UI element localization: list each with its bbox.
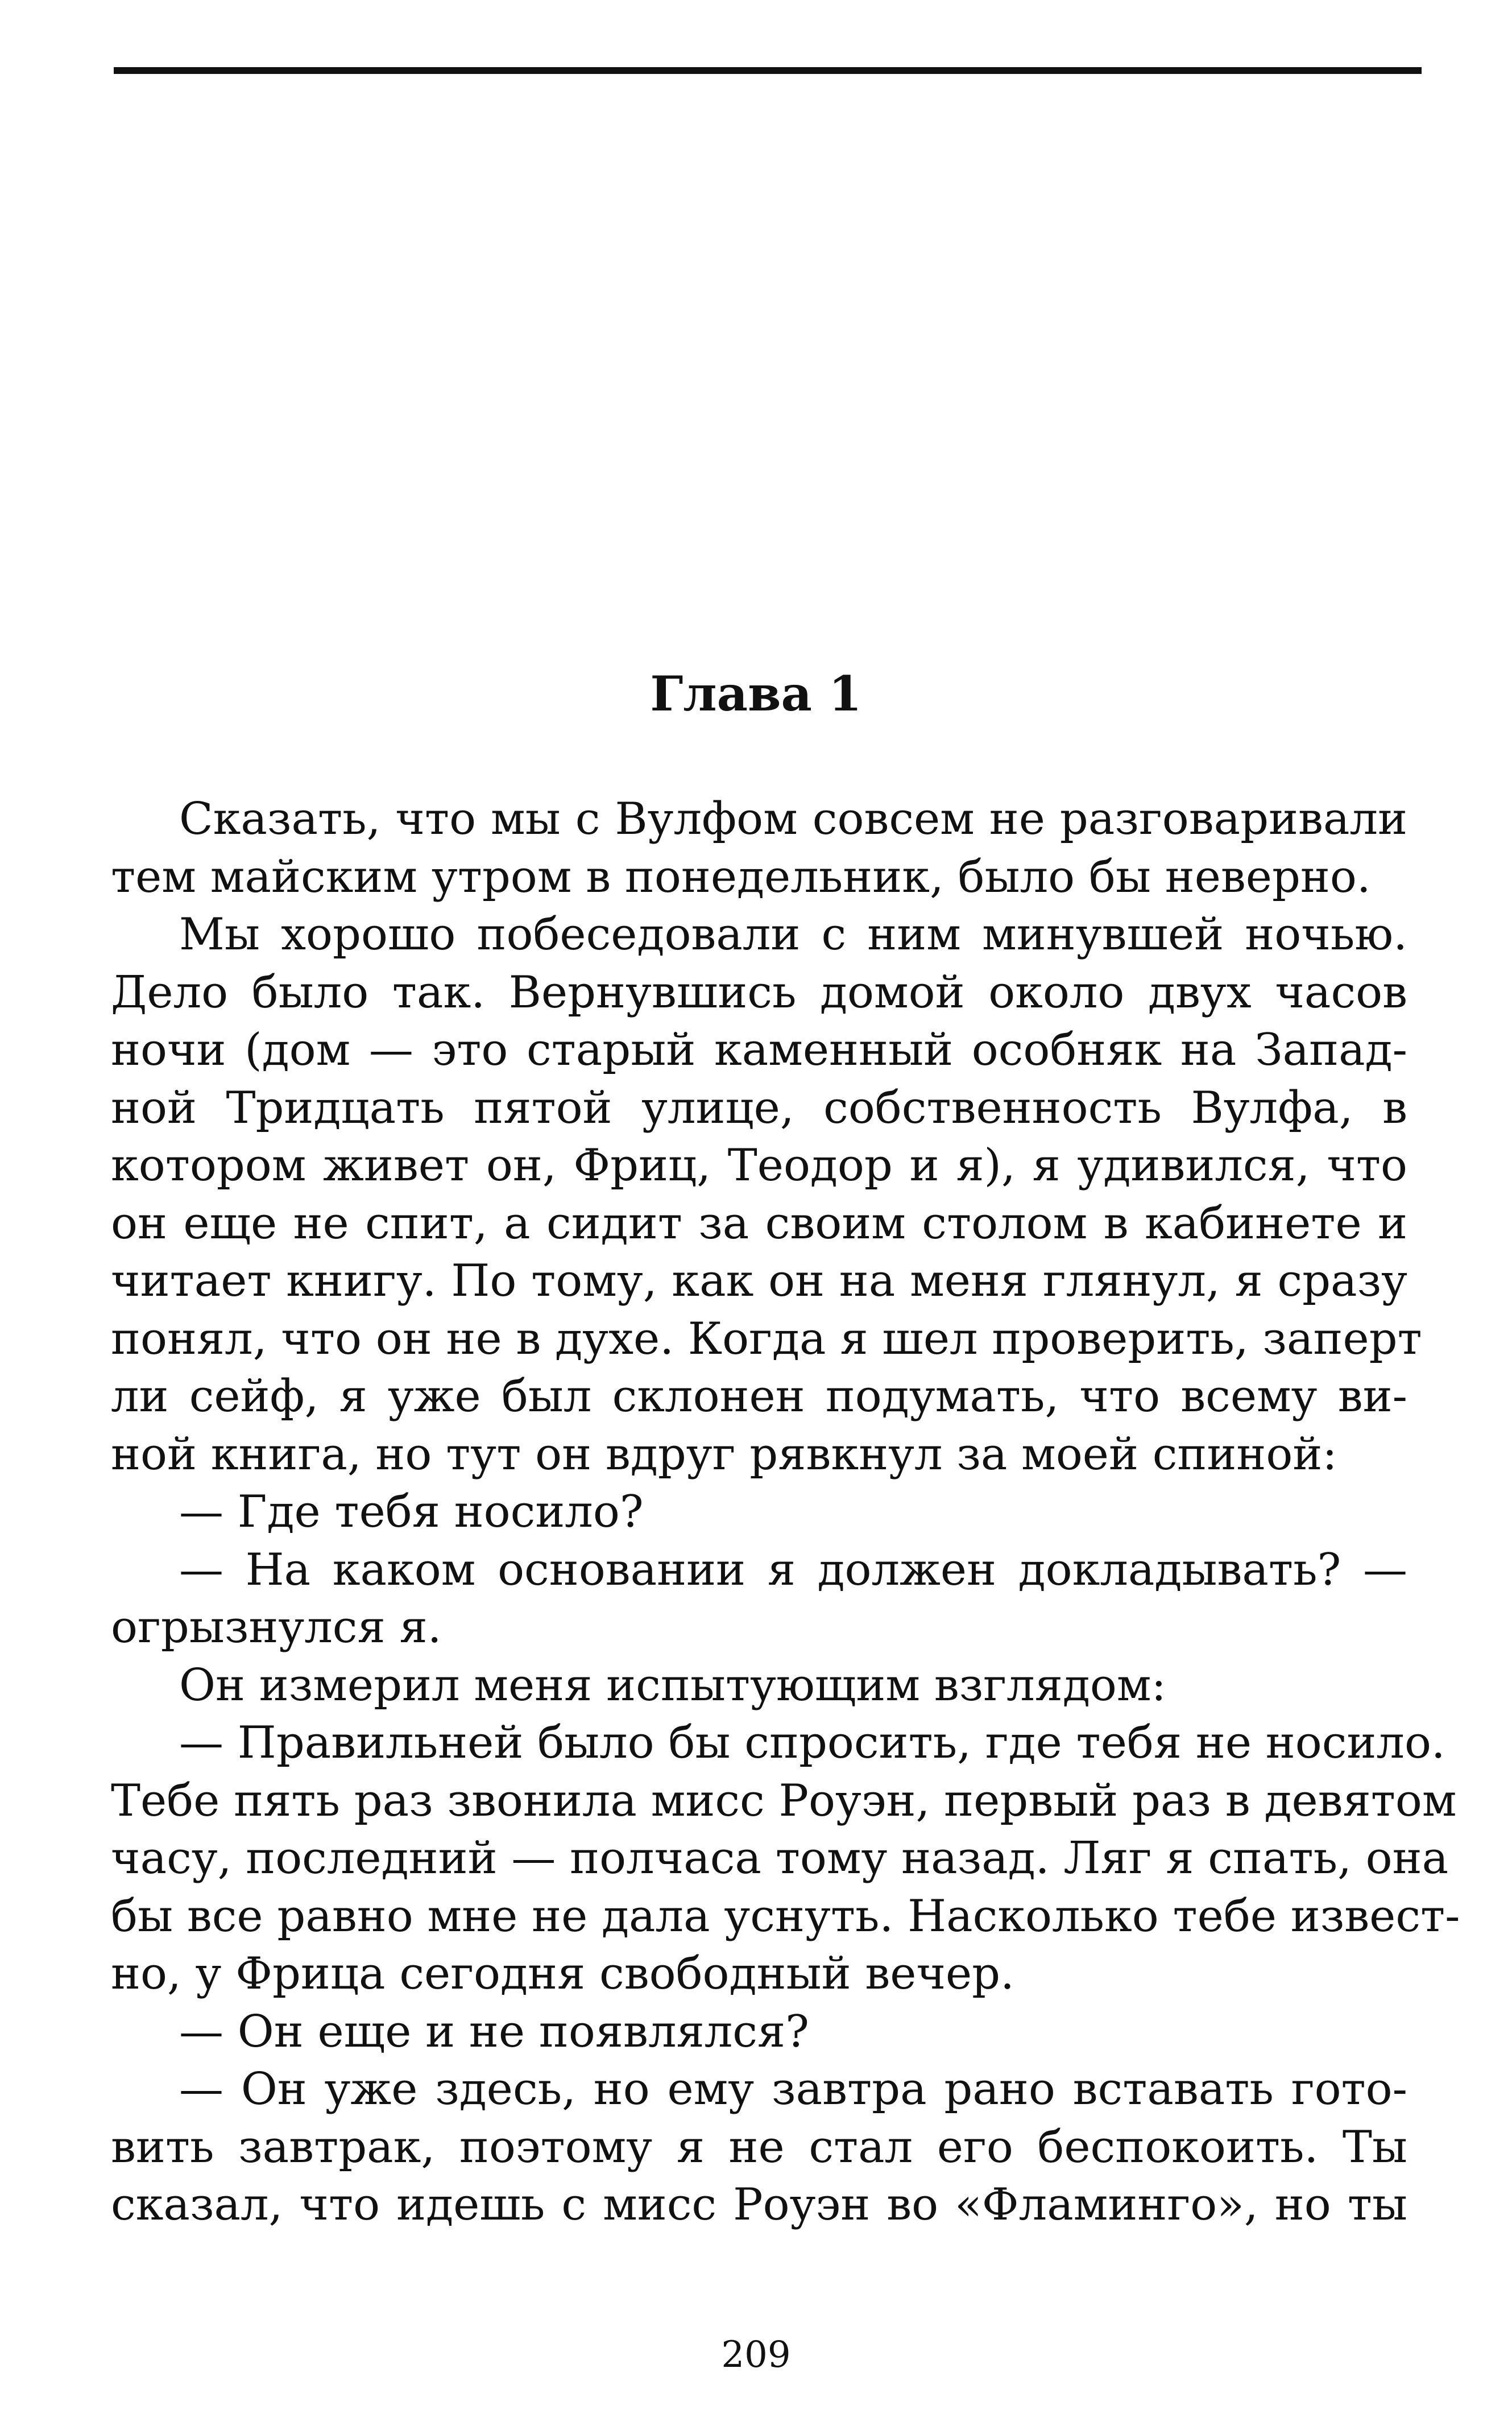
text-line: но, у Фрица сегодня свободный вечер. <box>111 1948 1014 1999</box>
text-line: понял, что он не в духе. Когда я шел проверить, заперт <box>111 1313 1422 1365</box>
text-line: — Где тебя носило? <box>179 1486 644 1538</box>
top-rule <box>114 67 1422 74</box>
text-line: ли сейф, я уже был склонен подумать, что всему ви- <box>111 1371 1407 1422</box>
text-line: часу, последний — полчаса тому назад. Ляг я спать, она <box>111 1833 1449 1884</box>
text-line: — Правильней было бы спросить, где тебя не носило. <box>179 1717 1445 1768</box>
chapter-title: Глава 1 <box>650 666 862 722</box>
text-line: читает книгу. По тому, как он на меня глянул, я сразу <box>111 1255 1407 1307</box>
text-line: вить завтрак, поэтому я не стал его беспокоить. Ты <box>111 2121 1407 2173</box>
text-line: Сказать, что мы с Вулфом совсем не разговаривали <box>179 794 1407 845</box>
text-line: Мы хорошо побеседовали с ним минувшей ночью. <box>179 909 1407 960</box>
text-line: ной книга, но тут он вдруг рявкнул за моей спиной: <box>111 1428 1337 1480</box>
text-line: огрызнулся я. <box>111 1602 442 1653</box>
text-line: ночи (дом — это старый каменный особняк на Запад- <box>111 1024 1407 1076</box>
text-line: — Он уже здесь, но ему завтра рано вставать гото- <box>179 2064 1407 2115</box>
body-text <box>111 791 1460 2234</box>
text-line: Он измерил меня испытующим взглядом: <box>179 1659 1166 1711</box>
text-line: — Он еще и не появлялся? <box>179 2006 809 2057</box>
text-line: котором живет он, Фриц, Теодор и я), я удивился, что <box>111 1140 1407 1191</box>
text-line: бы все равно мне не дала уснуть. Насколько тебе извест- <box>111 1890 1460 1942</box>
text-line: Тебе пять раз звонила мисс Роуэн, первый раз в девятом <box>111 1775 1457 1826</box>
text-line: ной Тридцать пятой улице, собственность Вулфа, в <box>111 1082 1407 1134</box>
text-line: тем майским утром в понедельник, было бы неверно. <box>111 851 1371 903</box>
text-line: сказал, что идешь с мисс Роуэн во «Фламинго», но ты <box>111 2179 1407 2230</box>
page-number: 209 <box>721 2334 791 2376</box>
text-line: Дело было так. Вернувшись домой около двух часов <box>111 966 1407 1018</box>
text-line: он еще не спит, а сидит за своим столом в кабинете и <box>111 1197 1407 1249</box>
text-line: — На каком основании я должен докладывать? — <box>179 1544 1407 1596</box>
